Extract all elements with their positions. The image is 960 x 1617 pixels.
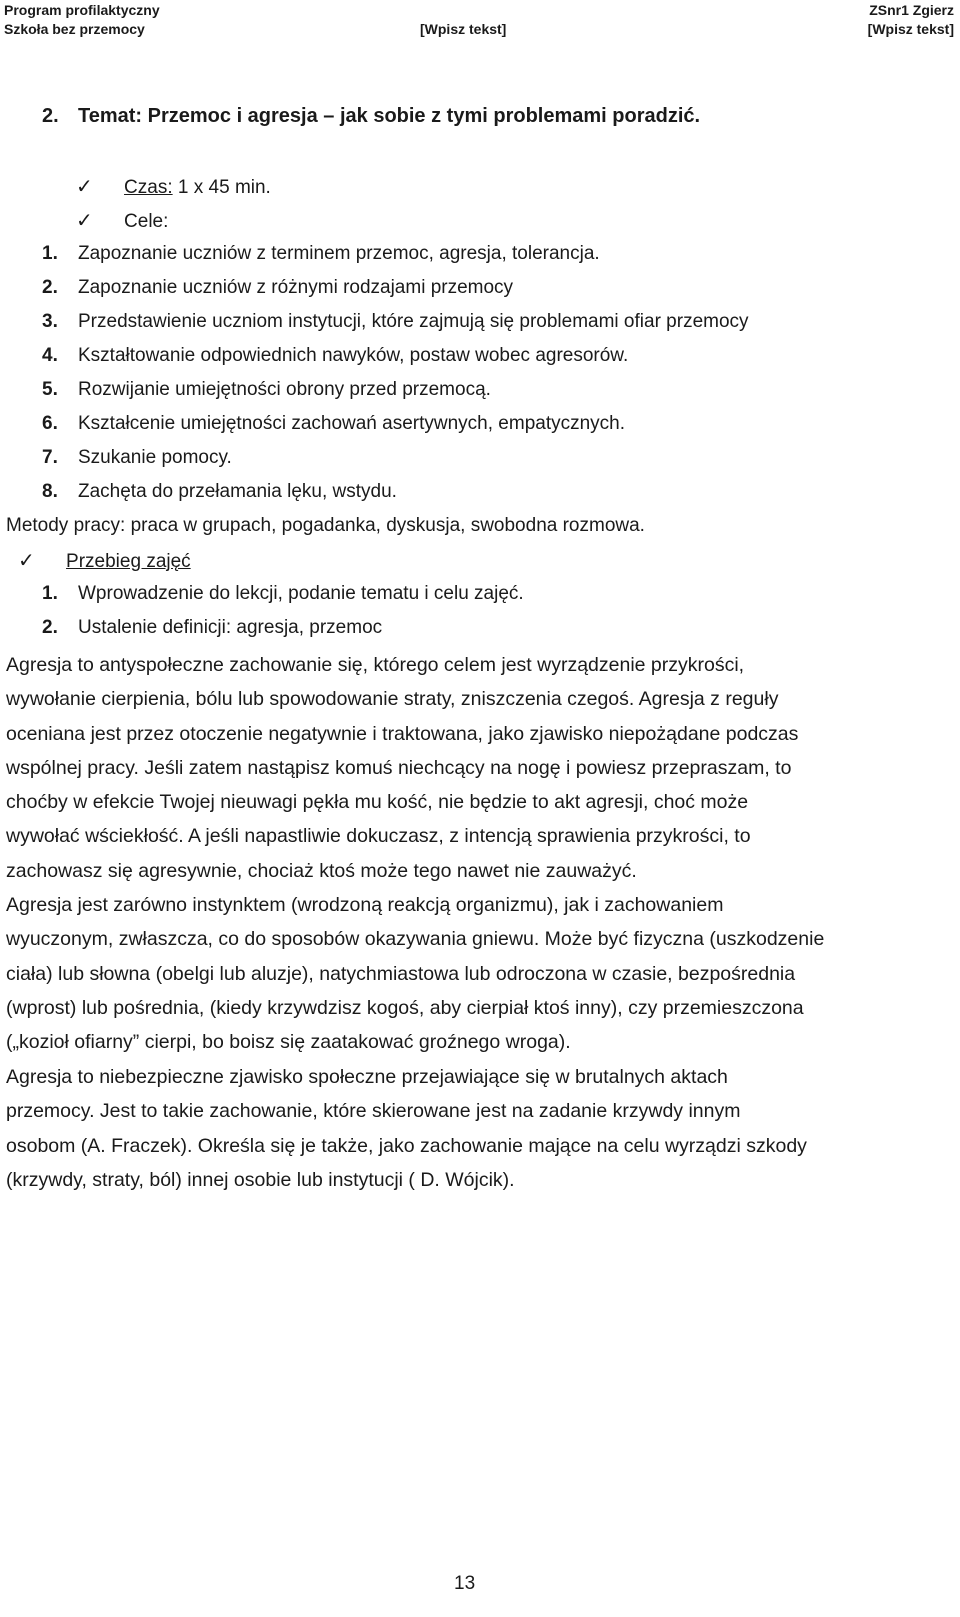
time-row [76,174,271,200]
header-right-line1: ZSnr1 Zgierz [869,2,954,18]
page-number: 13 [454,1573,476,1594]
methods-line: Metody pracy: praca w grupach, pogadanka, dyskusja, swobodna rozmowa. [6,515,645,536]
checkmark-icon: ✓ [18,548,35,572]
paragraph-forms: Agresja jest zarówno instynktem (wrodzoną reakcją organizmu), jak i zachowaniem wyuczonym, zwłaszcza, co do sposobów okazywania gniewu. Może być fizyczna (uszkodzenie ciała) lub słowna (obelgi lub aluzje), natychmiastowa lub odroczona w czasie, bezpośrednia (wprost) lub pośrednia, (kiedy krzywdzisz kogoś, aby cierpiał ktoś inny), czy przemieszczona („kozioł ofiarny” cierpi, bo boisz się zaatakować groźnego wroga). [6,894,825,1054]
topic-number: 2. [42,105,59,127]
header-right-line2: [Wpisz tekst] [867,21,954,37]
goal-item: 6. Kształcenie umiejętności zachowań asertywnych, empatycznych. [42,413,626,434]
course-step: 2. Ustalenie definicji: agresja, przemoc [42,617,383,638]
header-center-line2: [Wpisz tekst] [420,21,507,37]
time-value: 1 x 45 min. [177,177,271,198]
goals-row [76,208,168,234]
topic-heading [42,104,700,128]
goal-item: 3. Przedstawienie uczniom instytucji, które zajmują się problemami ofiar przemocy [42,311,749,332]
goal-item: 7. Szukanie pomocy. [42,447,232,468]
checkmark-icon: ✓ [76,208,93,232]
time-label: Czas: [124,177,173,198]
goals-label: Cele: [124,211,169,232]
goal-item: 2. Zapoznanie uczniów z różnymi rodzajami przemocy [42,277,514,298]
checkmark-icon: ✓ [76,174,93,198]
goal-item: 4. Kształtowanie odpowiednich nawyków, postaw wobec agresorów. [42,345,629,366]
paragraph-social: Agresja to niebezpieczne zjawisko społeczne przejawiające się w brutalnych aktach przemocy. Jest to takie zachowanie, które skierowane jest na zadanie krzywdy innym osobom (A. Fraczek). Określa się je także, jako zachowanie mające na celu wyrządzi szkody (krzywdy, straty, ból) innej osobie lub instytucji ( D. Wójcik). [6,1066,807,1191]
goal-item: 5. Rozwijanie umiejętności obrony przed przemocą. [42,379,491,400]
header-left-line2: Szkoła bez przemocy [4,21,145,37]
goal-item: 1. Zapoznanie uczniów z terminem przemoc, agresja, tolerancja. [42,243,600,264]
course-row [18,548,191,574]
topic-title: Temat: Przemoc i agresja – jak sobie z tymi problemami poradzić. [78,105,701,127]
paragraph-definition: Agresja to antyspołeczne zachowanie się, którego celem jest wyrządzenie przykrości, wywołanie cierpienia, bólu lub spowodowanie straty, zniszczenia czegoś. Agresja z reguły oceniana jest przez otoczenie negatywnie i traktowana, jako zjawisko niepożądane podczas wspólnej pracy. Jeśli zatem nastąpisz komuś niechcący na nogę i powiesz przepraszam, to choćby w efekcie Twojej nieuwagi pękła mu kość, nie będzie to akt agresji, choć może wywołać wściekłość. A jeśli napastliwie dokuczasz, z intencją sprawienia przykrości, to zachowasz się agresywnie, chociaż ktoś może tego nawet nie zauważyć. [6,654,799,882]
course-step: 1. Wprowadzenie do lekcji, podanie tematu i celu zajęć. [42,583,524,604]
goal-item: 8. Zachęta do przełamania lęku, wstydu. [42,481,397,502]
course-label: Przebieg zajęć [66,551,191,572]
header-left-line1: Program profilaktyczny [4,2,160,18]
